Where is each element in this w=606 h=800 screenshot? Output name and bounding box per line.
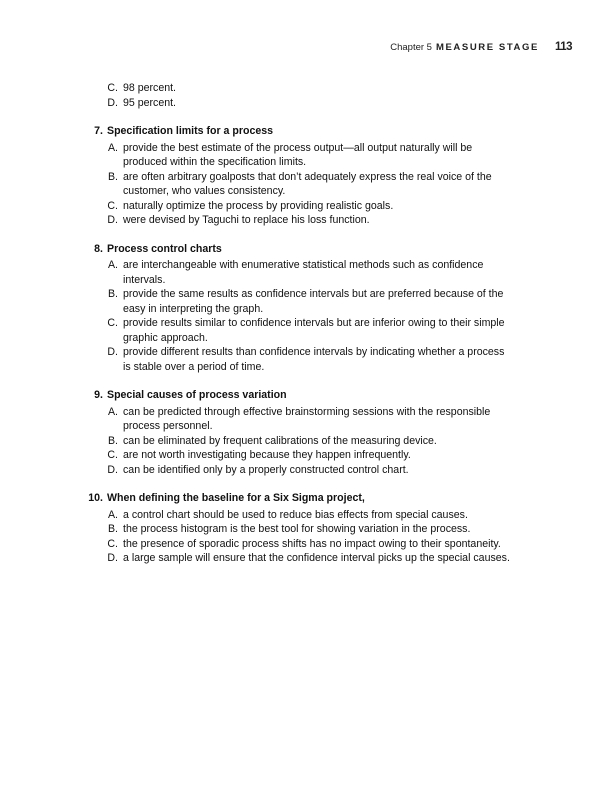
option-text: provide the best estimate of the process output—all output naturally will be produced within the specification limits. <box>123 141 473 168</box>
option-c <box>0 537 606 552</box>
question-number: 10. <box>88 492 103 504</box>
option-letter: B. <box>107 170 118 183</box>
question-number: 7. <box>94 125 103 137</box>
option-letter: C. <box>107 199 118 212</box>
option-letter: D. <box>107 96 118 109</box>
option-letter: B. <box>107 434 118 447</box>
option-text: naturally optimize the process by providing realistic goals. <box>123 199 394 212</box>
option-a <box>0 405 606 434</box>
option-d <box>0 96 606 111</box>
answer-options <box>0 258 606 374</box>
option-letter: A. <box>107 508 118 521</box>
option-text: were devised by Taguchi to replace his loss function. <box>123 214 370 226</box>
question-10 <box>0 491 606 566</box>
option-d <box>0 551 606 566</box>
option-letter: A. <box>107 141 118 154</box>
option-c <box>0 81 606 96</box>
option-letter: A. <box>107 259 118 271</box>
option-b <box>0 170 606 199</box>
option-letter: C. <box>107 449 118 461</box>
option-c <box>0 448 606 463</box>
question-7 <box>0 124 606 228</box>
option-letter: B. <box>107 288 118 300</box>
option-text: 95 percent. <box>123 96 177 109</box>
answer-options <box>0 405 606 478</box>
running-header <box>390 41 572 53</box>
answer-options <box>0 508 606 566</box>
option-a <box>0 141 606 170</box>
option-letter: A. <box>107 405 118 418</box>
question-title: Specification limits for a process <box>107 125 274 137</box>
option-letter: D. <box>107 552 118 564</box>
option-text: a large sample will ensure that the confidence interval picks up the special causes. <box>123 552 510 564</box>
option-text: the presence of sporadic process shifts has no impact owing to their spontaneity. <box>123 537 501 550</box>
chapter-label: Chapter 5 <box>390 42 432 53</box>
option-text: provide the same results as confidence intervals but are preferred because of the easy in interpreting the graph. <box>123 288 504 315</box>
question-number: 9. <box>94 389 103 401</box>
question-list <box>0 81 606 580</box>
option-letter: D. <box>107 463 118 476</box>
option-a <box>0 258 606 287</box>
option-d <box>0 345 606 374</box>
option-letter: D. <box>107 214 118 226</box>
option-text: provide results similar to confidence intervals but are inferior owing to their simple graphic approach. <box>123 317 505 344</box>
option-text: can be predicted through effective brainstorming sessions with the responsible process personnel. <box>123 405 491 432</box>
question-title: When defining the baseline for a Six Sigma project, <box>107 492 365 504</box>
question-heading <box>0 242 606 257</box>
section-title: MEASURE STAGE <box>435 42 539 53</box>
question-heading <box>0 388 606 403</box>
option-a <box>0 508 606 523</box>
question-8 <box>0 242 606 375</box>
question-title: Special causes of process variation <box>107 389 287 401</box>
option-text: the process histogram is the best tool for showing variation in the process. <box>123 523 471 535</box>
answer-options <box>0 141 606 228</box>
option-letter: D. <box>107 346 118 358</box>
option-b <box>0 434 606 449</box>
question-number: 8. <box>94 242 103 255</box>
question-title: Process control charts <box>107 242 222 255</box>
option-text: provide different results than confidence intervals by indicating whether a process is stable over a period of time. <box>123 346 505 373</box>
option-text: are not worth investigating because they happen infrequently. <box>123 449 411 461</box>
option-letter: C. <box>107 82 118 94</box>
page-number: 113 <box>554 41 572 53</box>
question-heading <box>0 491 606 506</box>
option-text: are interchangeable with enumerative statistical methods such as confidence intervals. <box>123 259 484 286</box>
question-6-continued <box>0 81 606 110</box>
option-b <box>0 522 606 537</box>
option-c <box>0 199 606 214</box>
option-letter: B. <box>107 523 118 535</box>
option-d <box>0 213 606 228</box>
option-text: can be identified only by a properly constructed control chart. <box>123 463 409 476</box>
option-text: a control chart should be used to reduce bias effects from special causes. <box>123 508 468 521</box>
option-text: 98 percent. <box>123 82 177 94</box>
option-c <box>0 316 606 345</box>
question-heading <box>0 124 606 139</box>
option-text: can be eliminated by frequent calibrations of the measuring device. <box>123 434 437 447</box>
option-letter: C. <box>107 317 118 329</box>
option-text: are often arbitrary goalposts that don’t adequately express the real voice of the customer, who values consistency. <box>123 170 492 197</box>
question-9 <box>0 388 606 477</box>
option-letter: C. <box>107 537 118 550</box>
option-b <box>0 287 606 316</box>
answer-options <box>0 81 606 110</box>
option-d <box>0 463 606 478</box>
